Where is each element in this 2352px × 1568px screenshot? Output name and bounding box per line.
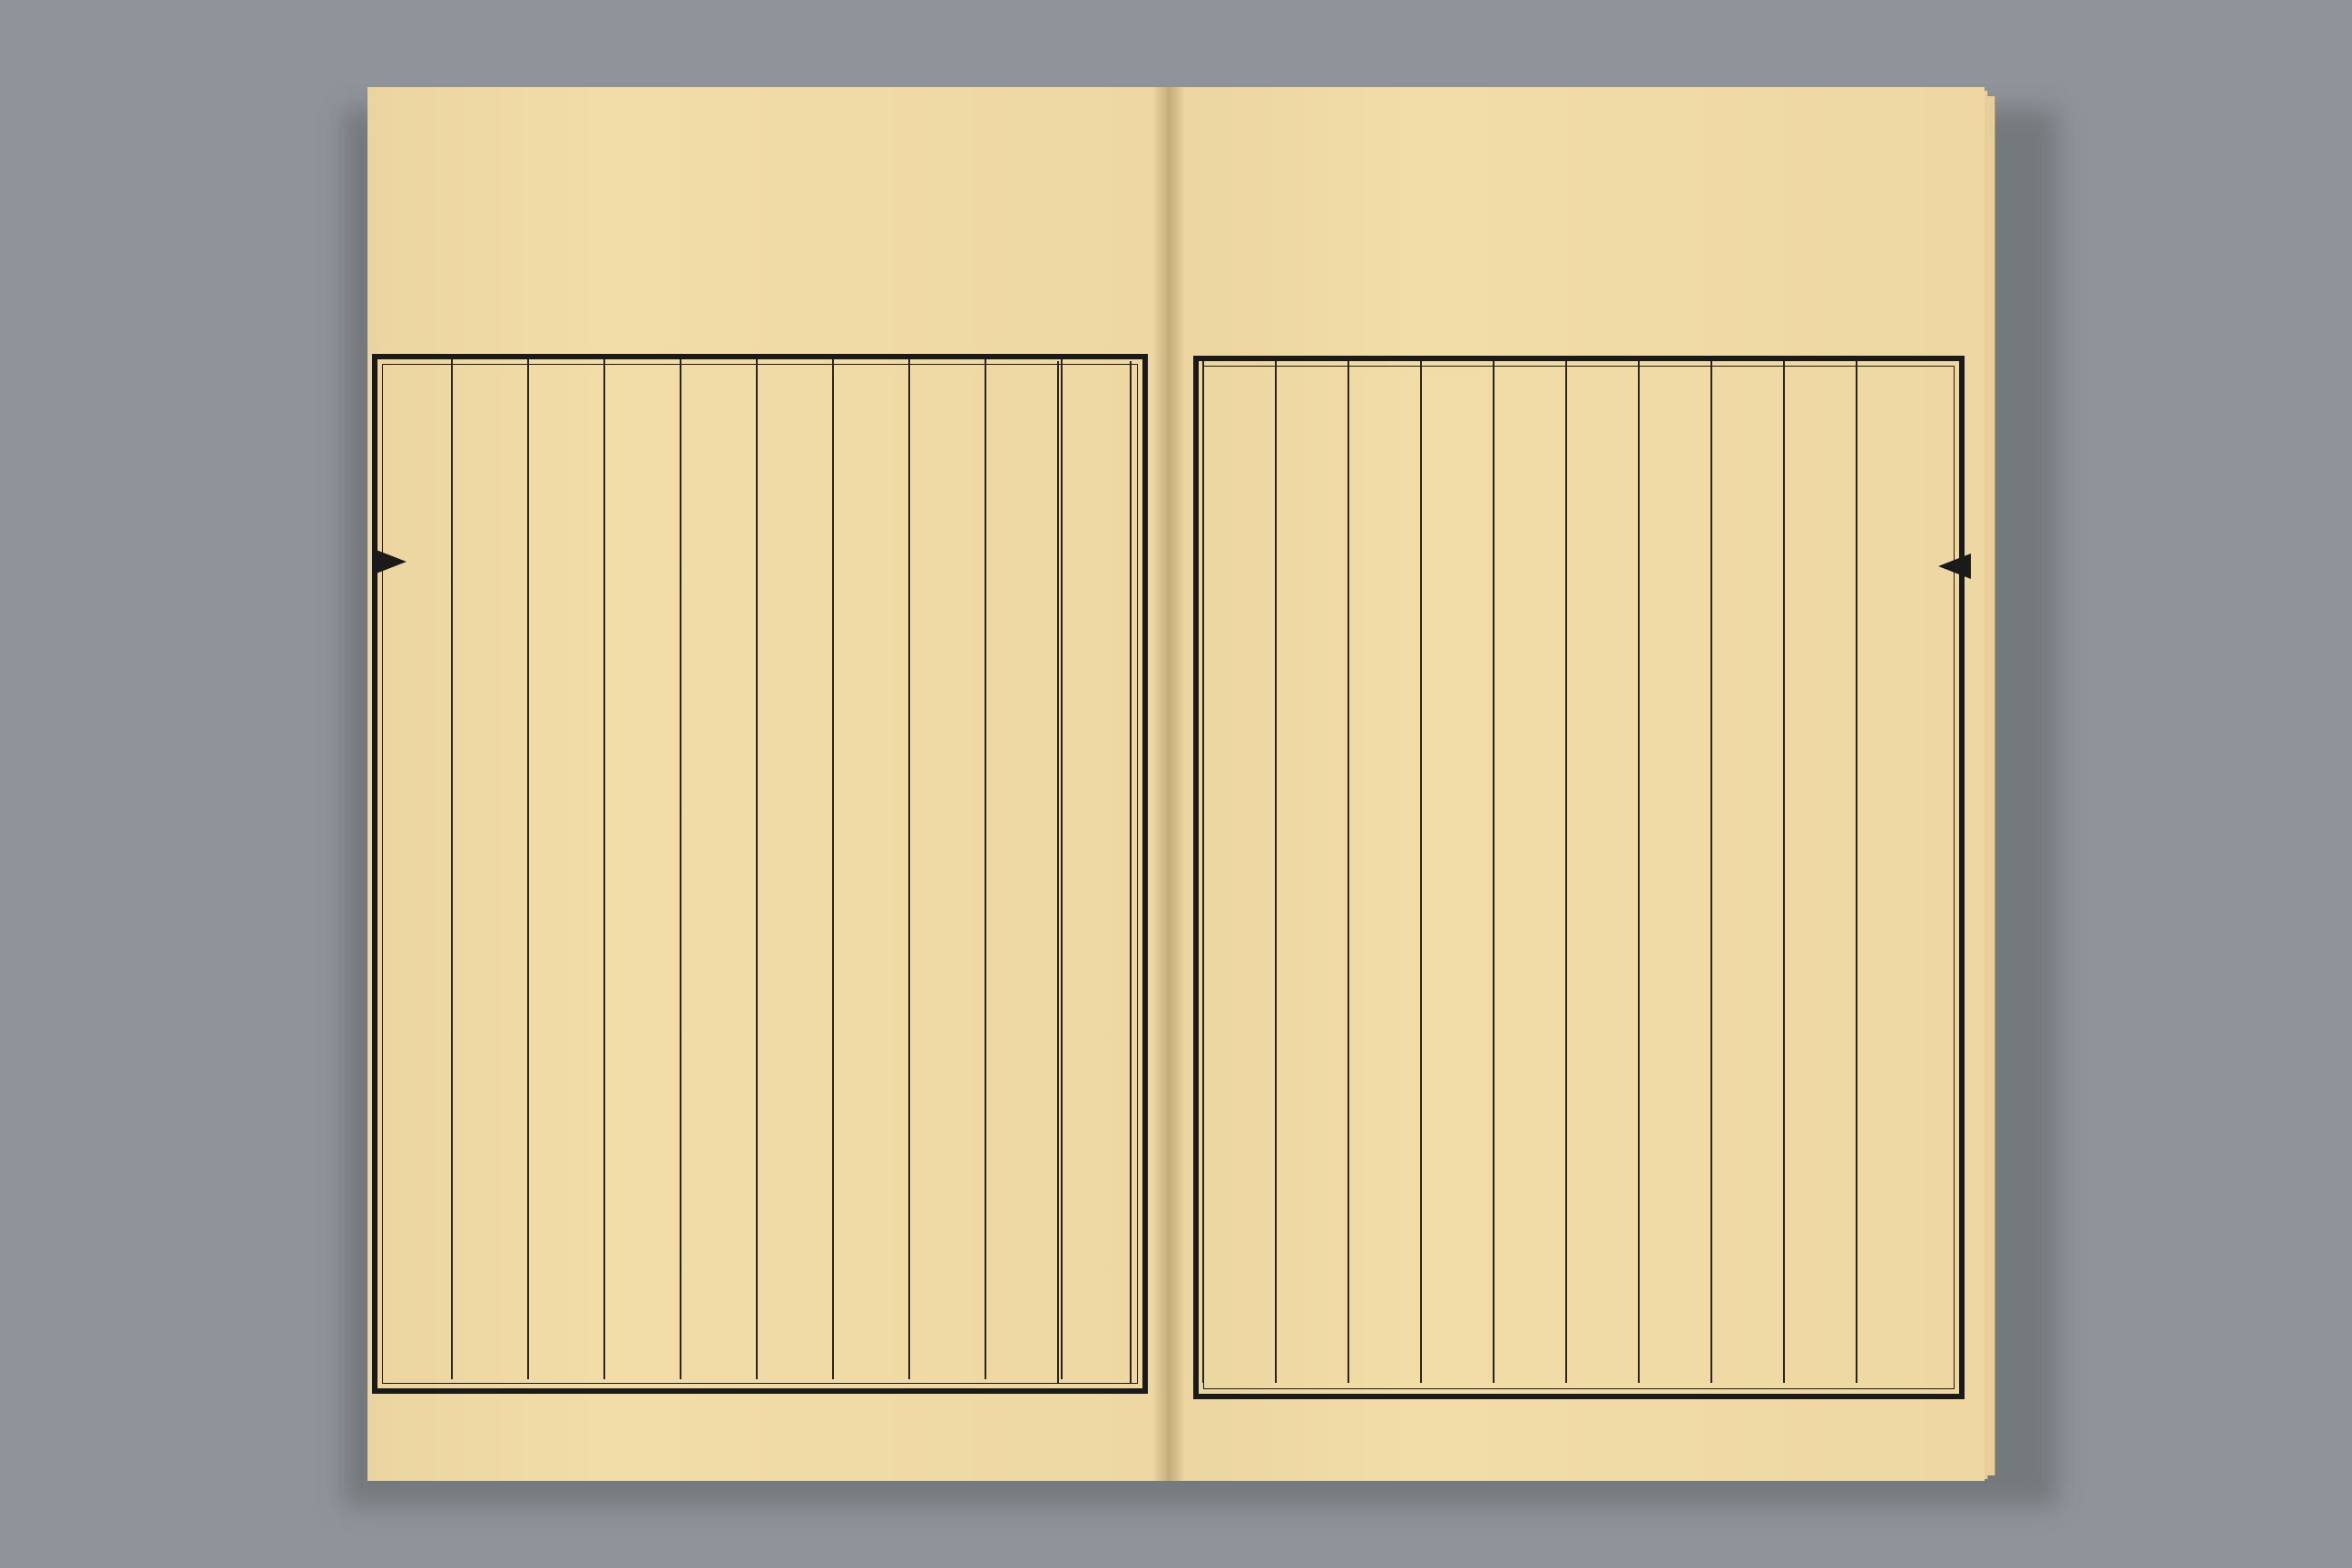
column-rule — [1061, 359, 1063, 1379]
column-rule — [985, 359, 986, 1379]
column-rule — [1565, 361, 1567, 1383]
column-rule — [1057, 361, 1059, 1383]
column-rule — [1130, 361, 1132, 1383]
column-rule — [1638, 361, 1640, 1383]
right-fishtail-mark — [1938, 554, 1971, 579]
column-rule — [603, 359, 605, 1379]
column-rule — [1348, 361, 1349, 1383]
book-gutter — [1152, 87, 1185, 1481]
column-rule — [908, 359, 910, 1379]
left-fishtail-mark — [374, 549, 407, 574]
column-rule — [451, 359, 453, 1379]
column-rule — [1275, 361, 1277, 1383]
left-text-frame — [372, 354, 1148, 1394]
right-text-frame — [1193, 356, 1965, 1399]
column-rule — [527, 359, 529, 1379]
column-rule — [680, 359, 681, 1379]
column-rule — [1202, 361, 1204, 1383]
column-rule — [756, 359, 758, 1379]
page-edge — [1987, 96, 1995, 1475]
column-rule — [1710, 361, 1712, 1383]
column-rule — [1856, 361, 1857, 1383]
column-rule — [832, 359, 834, 1379]
column-rule — [1420, 361, 1422, 1383]
column-rule — [1493, 361, 1494, 1383]
column-rule — [1783, 361, 1785, 1383]
